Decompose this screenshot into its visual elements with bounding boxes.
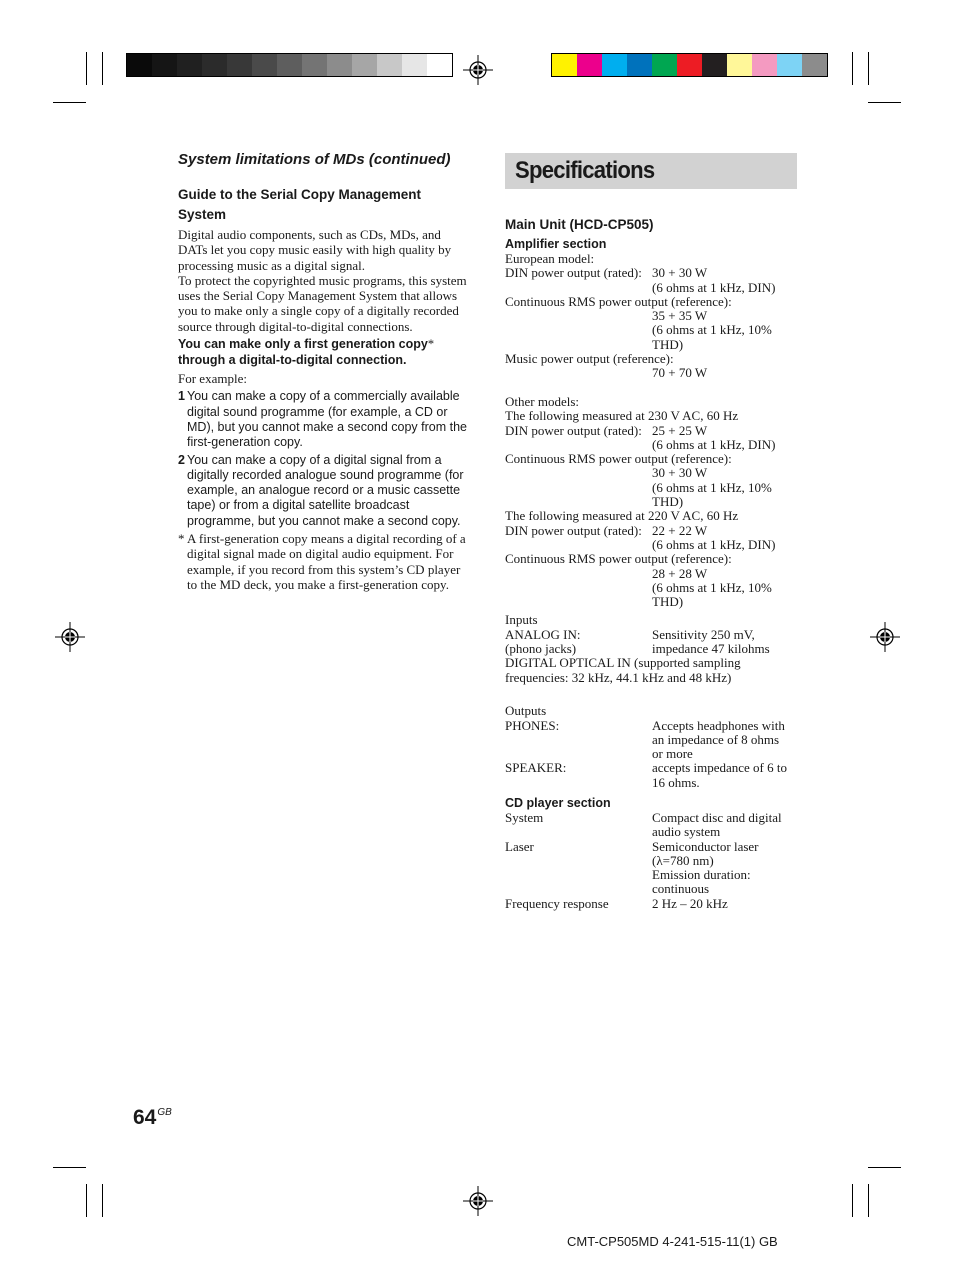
crop-mark (53, 1167, 86, 1168)
crop-mark (102, 1184, 103, 1217)
spec-line: (6 ohms at 1 kHz, DIN) (652, 279, 776, 295)
spec-value: 22 + 22 W (652, 522, 708, 538)
spec-label: SPEAKER: (505, 760, 567, 776)
spec-value: 2 Hz – 20 kHz (652, 895, 728, 911)
spec-value: impedance 47 kilohms (652, 641, 770, 657)
crop-mark (102, 52, 103, 85)
registration-mark-icon (870, 622, 900, 652)
spec-row (505, 266, 797, 280)
spec-line: 16 ohms. (652, 774, 700, 790)
color-swatch (727, 54, 752, 76)
spec-label: ANALOG IN: (505, 626, 581, 642)
example-list (178, 389, 470, 529)
grayscale-color-bar (126, 53, 453, 77)
spec-line: frequencies: 32 kHz, 44.1 kHz and 48 kHz) (505, 669, 732, 685)
list-number: 2 (178, 452, 185, 467)
spec-value: Accepts headphones with (652, 717, 785, 733)
section-heading: Guide to the Serial Copy Management System (178, 187, 422, 222)
spec-value: 25 + 25 W (652, 422, 708, 438)
section-heading: CD player section (505, 795, 611, 810)
spec-line: European model: (505, 251, 595, 266)
spec-line: Continuous RMS power output (reference): (505, 451, 732, 467)
spec-line: Continuous RMS power output (reference): (505, 551, 732, 567)
crop-mark (53, 102, 86, 103)
paragraph: Digital audio components, such as CDs, MDs, and DATs let you copy music easily with high quality by processing music as a digital signal. (178, 227, 452, 273)
crop-mark (868, 102, 901, 103)
color-swatch (427, 54, 452, 76)
crop-mark (868, 1184, 869, 1217)
spec-line: Music power output (reference): (505, 351, 674, 367)
running-head: System limitations of MDs (continued) (178, 151, 451, 168)
list-item (178, 453, 470, 529)
spec-value: Compact disc and digital (652, 809, 782, 825)
title-banner (505, 153, 797, 189)
color-swatch (777, 54, 802, 76)
cd-player-specs (505, 811, 797, 911)
spec-line: Emission duration: (652, 867, 751, 883)
spec-label: DIN power output (rated): (505, 265, 642, 281)
unit-heading: Main Unit (HCD-CP505) (505, 217, 654, 232)
spec-label: Laser (505, 838, 534, 854)
page-title: Specifications (515, 157, 655, 184)
spec-value: 30 + 30 W (652, 265, 708, 281)
footnote-text: A first-generation copy means a digital recording of a digital signal made on digital audio equipment. For example, if you record from this system’s CD player to the MD deck, you make a first-generation copy. (187, 531, 466, 592)
right-column (505, 153, 797, 911)
spec-line: THD) (652, 494, 684, 510)
list-item (178, 389, 470, 450)
spec-line: (6 ohms at 1 kHz, 10% (652, 579, 772, 595)
spec-row (505, 424, 797, 438)
color-swatch (352, 54, 377, 76)
spec-value: 30 + 30 W (652, 465, 708, 481)
color-swatch (152, 54, 177, 76)
spec-line: continuous (652, 881, 710, 897)
spec-value: Semiconductor laser (652, 838, 759, 854)
paragraph: To protect the copyrighted music programs, this system uses the Serial Copy Management System that allows you to make only a single copy of a digitally recorded source through digital-to-digital connections. (178, 272, 467, 334)
spec-line: Continuous RMS power output (reference): (505, 293, 732, 309)
color-swatch (652, 54, 677, 76)
emphasis-text: You can make only a first generation copy (178, 337, 428, 352)
footnote (178, 531, 470, 592)
crop-mark (86, 52, 87, 85)
spec-row (505, 628, 797, 642)
crop-mark (86, 1184, 87, 1217)
spec-line: THD) (652, 336, 684, 352)
spec-line: (6 ohms at 1 kHz, 10% (652, 322, 772, 338)
spec-line: audio system (652, 824, 721, 840)
color-swatch (202, 54, 227, 76)
emphasis-statement (178, 337, 470, 368)
color-swatch (402, 54, 427, 76)
color-swatch (602, 54, 627, 76)
color-swatch (552, 54, 577, 76)
color-swatch (327, 54, 352, 76)
spec-value: 28 + 28 W (652, 565, 708, 581)
spec-row (505, 719, 797, 733)
spec-value: accepts impedance of 6 to (652, 760, 787, 776)
crop-mark (868, 1167, 901, 1168)
color-swatch (227, 54, 252, 76)
color-swatch (302, 54, 327, 76)
spec-row (505, 761, 797, 775)
spec-line: The following measured at 230 V AC, 60 Hz (505, 408, 739, 424)
color-swatch (127, 54, 152, 76)
footnote-marker: * (427, 337, 435, 352)
spec-label: DIN power output (rated): (505, 422, 642, 438)
section-heading: Amplifier section (505, 237, 607, 251)
crop-mark (868, 52, 869, 85)
page-number (133, 1106, 172, 1130)
left-column (178, 150, 470, 592)
example-label: For example: (178, 371, 247, 387)
spec-line: (6 ohms at 1 kHz, DIN) (652, 536, 776, 552)
spec-value: 70 + 70 W (652, 365, 708, 381)
spec-line: (6 ohms at 1 kHz, 10% (652, 479, 772, 495)
footnote-marker: * (178, 531, 185, 547)
spec-value: Sensitivity 250 mV, (652, 626, 755, 642)
spec-line: THD) (652, 594, 684, 610)
crop-mark (852, 52, 853, 85)
color-swatch (752, 54, 777, 76)
amplifier-specs (505, 252, 797, 790)
spec-label: PHONES: (505, 717, 560, 733)
registration-mark-icon (463, 1186, 493, 1216)
spec-line: or more (652, 746, 693, 762)
page-number-value: 64 (133, 1106, 157, 1129)
color-swatch (377, 54, 402, 76)
spec-row (505, 642, 797, 656)
spec-line: Inputs (505, 612, 538, 628)
spec-label: Frequency response (505, 895, 609, 911)
spec-line: an impedance of 8 ohms (652, 731, 780, 747)
color-swatch (577, 54, 602, 76)
color-swatch (177, 54, 202, 76)
list-item-text: You can make a copy of a digital signal from a digitally recorded analogue sound programme (for example, an analogue record or a music cassette tape) or from a digital satellite broadcast programme, but you cannot make a second copy. (187, 452, 464, 528)
spec-row (505, 897, 797, 911)
spec-row (505, 524, 797, 538)
color-swatch (252, 54, 277, 76)
color-swatch (627, 54, 652, 76)
color-calibration-bar (551, 53, 828, 77)
spec-value: 35 + 35 W (652, 308, 708, 324)
list-number: 1 (178, 389, 185, 404)
spec-line: The following measured at 220 V AC, 60 Hz (505, 508, 739, 524)
spec-label: DIN power output (rated): (505, 522, 642, 538)
spec-line: (6 ohms at 1 kHz, DIN) (652, 436, 776, 452)
spec-line: Other models: (505, 393, 580, 409)
spec-line: Outputs (505, 703, 547, 719)
color-swatch (677, 54, 702, 76)
color-swatch (802, 54, 827, 76)
list-item-text: You can make a copy of a commercially available digital sound programme (for example, a CD or MD), but you cannot make a second copy from the first-generation copy. (187, 389, 467, 450)
spec-label: System (505, 809, 544, 825)
color-swatch (702, 54, 727, 76)
emphasis-text: through a digital-to-digital connection. (178, 352, 407, 367)
page-number-suffix: GB (157, 1107, 172, 1118)
document-code: CMT-CP505MD 4-241-515-11(1) GB (567, 1234, 778, 1249)
crop-mark (852, 1184, 853, 1217)
color-swatch (277, 54, 302, 76)
spec-line: DIGITAL OPTICAL IN (supported sampling (505, 655, 741, 671)
registration-mark-icon (55, 622, 85, 652)
registration-mark-icon (463, 55, 493, 85)
spec-row (505, 811, 797, 825)
spec-row (505, 840, 797, 854)
spec-label: (phono jacks) (505, 641, 577, 657)
spec-line: (λ=780 nm) (652, 852, 714, 868)
